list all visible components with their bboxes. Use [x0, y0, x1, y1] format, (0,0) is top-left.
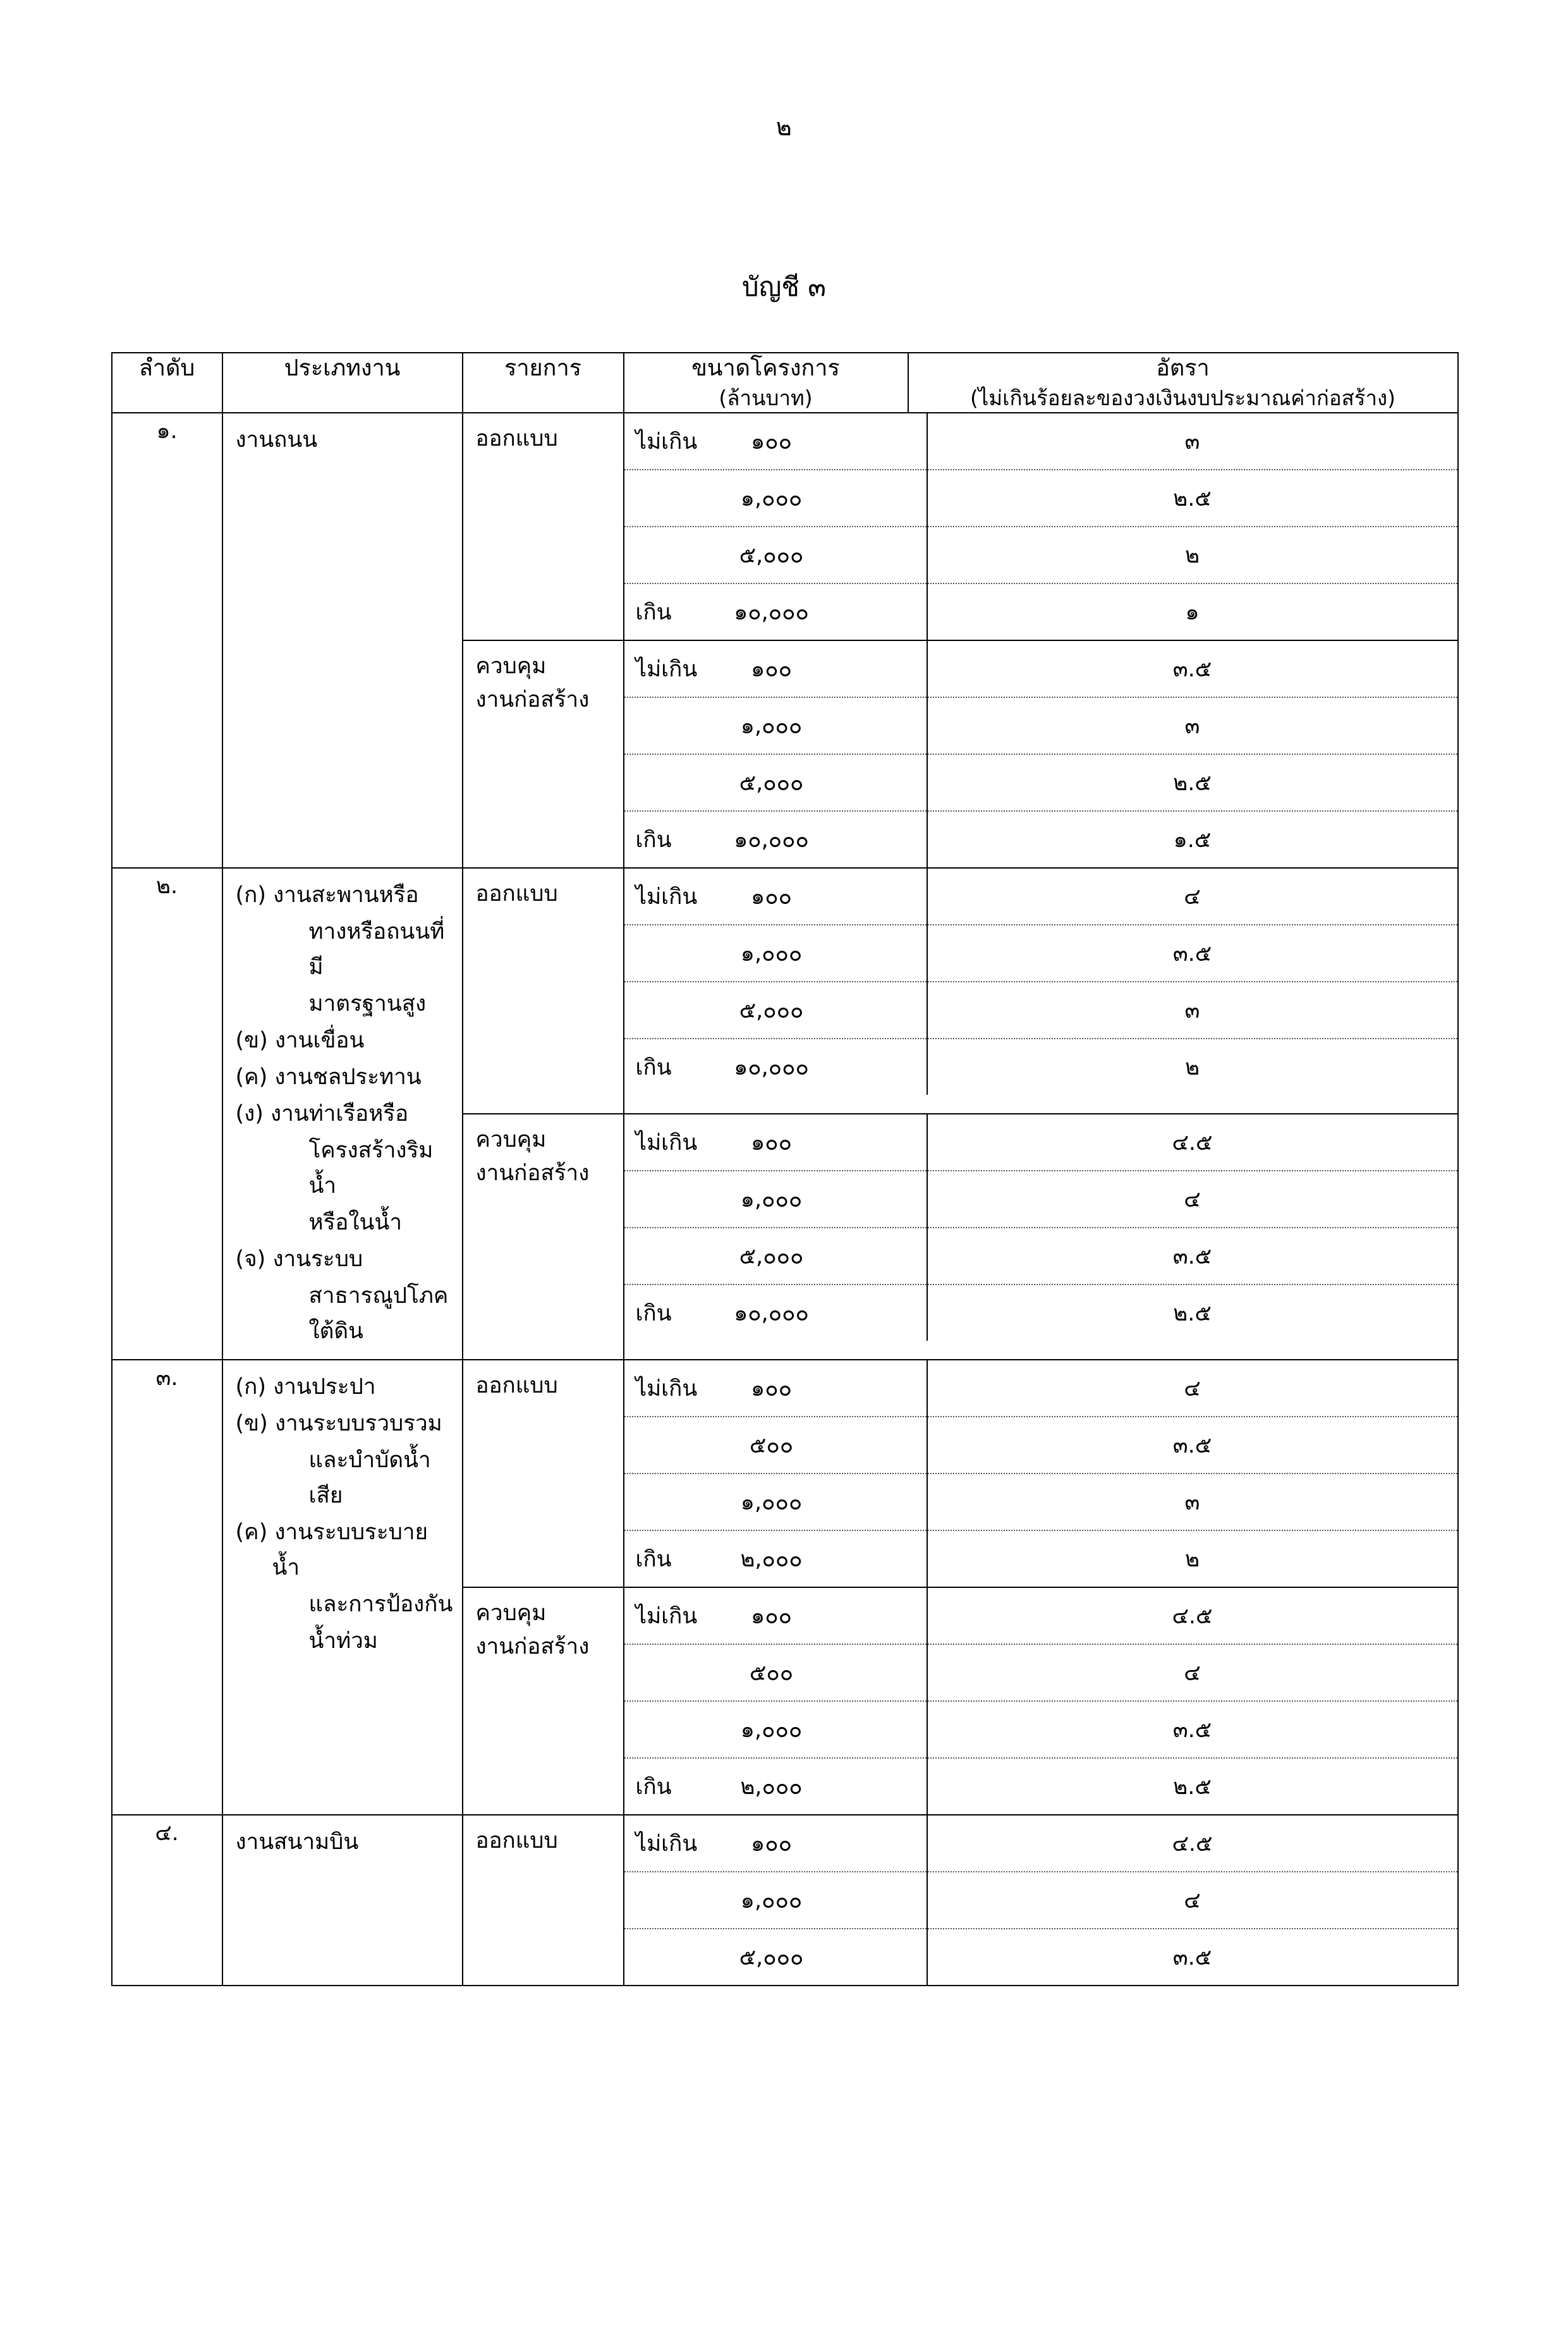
- project-size-cell: [624, 527, 927, 583]
- size-rate-row: [624, 527, 1457, 583]
- size-value: ๑๐,๐๐๐: [734, 599, 809, 625]
- table-header-row: [112, 353, 1458, 413]
- size-rate-cell: [624, 1114, 1458, 1360]
- work-type-line: (จ) งานระบบ: [235, 1247, 363, 1272]
- size-rate-row: [624, 583, 1457, 640]
- size-value: ๑๐๐: [751, 1831, 792, 1857]
- header-size-unit: (ล้านบาท): [719, 385, 813, 410]
- size-rate-cell: [624, 1360, 1458, 1587]
- service-item-cell: [463, 640, 624, 868]
- work-type-line: ทางหรือถนนที่มี: [308, 919, 445, 980]
- size-rate-row: [624, 1758, 1457, 1814]
- document-title: บัญชี ๓: [741, 271, 826, 302]
- size-rate-table: [624, 641, 1457, 867]
- project-size-cell: [624, 413, 927, 470]
- row-number: ๑.: [112, 413, 222, 868]
- rate-value: ๒.๕: [927, 754, 1457, 811]
- size-value: ๕๐๐: [749, 1660, 794, 1686]
- project-size-cell: [624, 1701, 927, 1758]
- size-qualifier: เกิน: [635, 1546, 672, 1572]
- size-value: ๕๐๐: [749, 1432, 794, 1458]
- table-row: [112, 413, 1458, 640]
- size-qualifier: ไม่เกิน: [635, 656, 698, 682]
- work-type-line: และบำบัดน้ำเสีย: [308, 1448, 431, 1509]
- rate-value: ๓.๕: [927, 641, 1457, 697]
- rate-value: ๒.๕: [1173, 1774, 1212, 1800]
- rate-value: ๔: [927, 1360, 1457, 1417]
- work-type-cell: [222, 1815, 463, 1986]
- rate-value: ๒: [1184, 1546, 1200, 1572]
- project-size-cell: [624, 869, 927, 925]
- project-size-cell: [624, 1228, 927, 1285]
- size-rate-row: [624, 811, 1457, 867]
- size-value: ๕,๐๐๐: [739, 542, 804, 568]
- size-qualifier: ไม่เกิน: [635, 1376, 698, 1401]
- header-size-label: ขนาดโครงการ: [691, 355, 840, 381]
- service-item-line: ออกแบบ: [475, 426, 558, 452]
- row-number: ๒.: [112, 868, 222, 1360]
- service-item-cell: [463, 1815, 624, 1986]
- work-type-line: น้ำท่วม: [308, 1628, 378, 1654]
- work-type-list: [223, 869, 462, 1359]
- work-type-line: มาตรฐานสูง: [308, 991, 427, 1017]
- project-size-cell: [624, 1872, 927, 1929]
- project-size-cell: [624, 1815, 927, 1872]
- rate-value: ๓: [927, 982, 1457, 1039]
- rate-value: ๓.๕: [927, 1417, 1457, 1474]
- project-size-cell: [624, 925, 927, 982]
- size-rate-row: [624, 982, 1457, 1039]
- service-item-cell: [463, 1114, 624, 1360]
- size-rate-cell: [624, 413, 1458, 640]
- service-item-line: งานก่อสร้าง: [475, 687, 590, 712]
- size-rate-table: [624, 413, 1457, 640]
- row-number: ๔.: [112, 1815, 222, 1986]
- size-rate-row: [624, 1114, 1457, 1171]
- work-type-line: งานถนน: [235, 427, 318, 453]
- work-type-line: (ข) งานเขื่อน: [235, 1028, 365, 1054]
- rate-value: ๑: [1185, 599, 1200, 625]
- size-rate-row: [624, 1929, 1457, 1985]
- rate-value: ๔: [927, 1171, 1457, 1228]
- size-value: ๑,๐๐๐: [740, 485, 803, 511]
- rate-value: ๔: [927, 1872, 1457, 1929]
- work-type-line: หรือในน้ำ: [308, 1210, 402, 1236]
- size-qualifier: ไม่เกิน: [635, 1831, 698, 1857]
- size-value: ๑,๐๐๐: [740, 1717, 803, 1743]
- size-value: ๑,๐๐๐: [740, 1187, 803, 1212]
- service-item-cell: [463, 413, 624, 640]
- size-rate-row: [624, 1872, 1457, 1929]
- size-rate-row: [624, 1171, 1457, 1228]
- size-rate-cell: [624, 640, 1458, 868]
- table-row: [112, 868, 1458, 1114]
- size-value: ๕,๐๐๐: [739, 770, 804, 796]
- service-item-label: [463, 869, 623, 920]
- size-value: ๑๐,๐๐๐: [734, 827, 809, 853]
- rate-value: ๓: [927, 697, 1457, 754]
- service-item-label: [463, 1114, 623, 1199]
- project-size-cell: [624, 1171, 927, 1228]
- work-type-line: (ค) งานระบบระบายน้ำ: [235, 1520, 428, 1581]
- size-rate-row: [624, 1474, 1457, 1530]
- project-size-cell: [624, 1360, 927, 1417]
- size-rate-table: [624, 1360, 1457, 1587]
- size-rate-row: [624, 1644, 1457, 1701]
- header-size: [624, 353, 908, 413]
- size-qualifier: เกิน: [635, 1774, 672, 1800]
- work-type-cell: [222, 868, 463, 1360]
- size-rate-row: [624, 925, 1457, 982]
- work-type-list: [223, 1815, 462, 1870]
- size-value: ๑๐๐: [751, 656, 792, 682]
- size-value: ๑,๐๐๐: [740, 1888, 803, 1913]
- service-item-line: ออกแบบ: [475, 881, 558, 907]
- size-rate-row: [624, 1228, 1457, 1285]
- service-item-label: [463, 413, 623, 465]
- size-rate-row: [624, 697, 1457, 754]
- work-type-cell: [222, 1360, 463, 1815]
- size-value: ๑๐๐: [751, 1376, 792, 1401]
- rate-value: ๓: [927, 413, 1457, 470]
- schedule-table-wrapper: [111, 352, 1457, 1986]
- size-rate-row: [624, 754, 1457, 811]
- size-value: ๑๐๐: [751, 1603, 792, 1629]
- size-qualifier: เกิน: [635, 827, 672, 853]
- rate-value: ๒.๕: [927, 470, 1457, 527]
- work-type-list: [223, 1360, 462, 1669]
- rate-value: ๓.๕: [927, 1228, 1457, 1285]
- project-size-cell: [624, 754, 927, 811]
- project-size-cell: [624, 1530, 927, 1587]
- service-item-line: ออกแบบ: [475, 1373, 558, 1399]
- size-rate-row: [624, 1588, 1457, 1644]
- rate-value: ๔.๕: [927, 1815, 1457, 1872]
- rate-value: ๓.๕: [1172, 1944, 1212, 1970]
- size-value: ๑๐,๐๐๐: [734, 1054, 809, 1080]
- project-size-cell: [624, 1644, 927, 1701]
- header-item: รายการ: [463, 353, 624, 413]
- project-size-cell: [624, 583, 927, 640]
- work-type-cell: [222, 413, 463, 868]
- size-rate-table: [624, 1114, 1457, 1341]
- service-item-cell: [463, 868, 624, 1114]
- project-size-cell: [624, 1758, 927, 1814]
- size-value: ๕,๐๐๐: [739, 1944, 804, 1970]
- header-type: ประเภทงาน: [222, 353, 463, 413]
- project-size-cell: [624, 1929, 927, 1985]
- work-type-line: โครงสร้างริมน้ำ: [308, 1138, 434, 1199]
- table-row: [112, 1815, 1458, 1986]
- size-qualifier: เกิน: [635, 1054, 672, 1080]
- size-qualifier: ไม่เกิน: [635, 1603, 698, 1629]
- size-rate-cell: [624, 868, 1458, 1114]
- project-size-cell: [624, 641, 927, 697]
- service-item-label: [463, 1815, 623, 1867]
- header-rate: [908, 353, 1458, 413]
- page-number: ๒: [775, 113, 793, 141]
- size-qualifier: ไม่เกิน: [635, 429, 698, 455]
- size-rate-row: [624, 1039, 1457, 1095]
- project-size-cell: [624, 1114, 927, 1171]
- service-item-label: [463, 1360, 623, 1412]
- document-page: [0, 107, 1568, 2325]
- size-rate-row: [624, 1360, 1457, 1417]
- size-value: ๒,๐๐๐: [740, 1546, 803, 1572]
- project-size-cell: [624, 982, 927, 1039]
- rate-value: ๒: [1184, 1054, 1200, 1080]
- rate-value: ๒: [927, 527, 1457, 583]
- rate-value: ๔.๕: [927, 1588, 1457, 1644]
- work-type-line: (ก) งานสะพานหรือ: [235, 882, 419, 908]
- size-rate-row: [624, 1285, 1457, 1341]
- work-type-line: และการป้องกัน: [308, 1592, 453, 1618]
- work-type-line: (ค) งานชลประทาน: [235, 1065, 422, 1090]
- header-rate-note: (ไม่เกินร้อยละของวงเงินงบประมาณค่าก่อสร้าง): [969, 385, 1396, 410]
- size-value: ๑๐๐: [751, 1130, 792, 1156]
- size-value: ๕,๐๐๐: [739, 998, 804, 1023]
- size-value: ๕,๐๐๐: [739, 1243, 804, 1269]
- project-size-cell: [624, 697, 927, 754]
- size-rate-cell: [624, 1815, 1458, 1986]
- size-value: ๑๐๐: [751, 884, 792, 910]
- rate-value: ๓: [927, 1474, 1457, 1530]
- work-type-line: (ก) งานประปา: [235, 1374, 376, 1400]
- service-item-line: งานก่อสร้าง: [475, 1633, 590, 1659]
- service-item-line: ออกแบบ: [475, 1828, 558, 1854]
- rate-value: ๓.๕: [927, 925, 1457, 982]
- size-rate-table: [624, 1588, 1457, 1814]
- size-rate-row: [624, 470, 1457, 527]
- service-item-label: [463, 641, 623, 725]
- rate-value: ๔: [927, 1644, 1457, 1701]
- project-size-cell: [624, 1039, 927, 1095]
- size-value: ๑,๐๐๐: [740, 941, 803, 967]
- row-number: ๓.: [112, 1360, 222, 1815]
- project-size-cell: [624, 1588, 927, 1644]
- work-type-line: สาธารณูปโภคใต้ดิน: [308, 1283, 449, 1345]
- size-rate-cell: [624, 1587, 1458, 1815]
- size-rate-row: [624, 1815, 1457, 1872]
- size-rate-row: [624, 1530, 1457, 1587]
- size-rate-row: [624, 641, 1457, 697]
- size-value: ๑๐,๐๐๐: [734, 1300, 809, 1326]
- size-rate-row: [624, 413, 1457, 470]
- project-size-cell: [624, 1417, 927, 1474]
- size-qualifier: เกิน: [635, 599, 672, 625]
- size-rate-table: [624, 1815, 1457, 1985]
- size-value: ๒,๐๐๐: [740, 1774, 803, 1800]
- rate-value: ๓.๕: [927, 1701, 1457, 1758]
- schedule-table: [111, 352, 1459, 1986]
- size-value: ๑,๐๐๐: [740, 713, 803, 739]
- rate-value: ๒.๕: [1173, 1300, 1212, 1326]
- project-size-cell: [624, 1474, 927, 1530]
- service-item-line: ควบคุม: [475, 654, 547, 680]
- size-rate-row: [624, 869, 1457, 925]
- size-qualifier: ไม่เกิน: [635, 884, 698, 910]
- header-rate-label: อัตรา: [1156, 355, 1210, 381]
- service-item-line: ควบคุม: [475, 1601, 547, 1626]
- service-item-label: [463, 1588, 623, 1672]
- rate-value: ๔: [927, 869, 1457, 925]
- service-item-cell: [463, 1587, 624, 1815]
- service-item-line: งานก่อสร้าง: [475, 1160, 590, 1186]
- service-item-line: ควบคุม: [475, 1127, 547, 1153]
- project-size-cell: [624, 811, 927, 867]
- size-value: ๑,๐๐๐: [740, 1489, 803, 1515]
- rate-value: ๔.๕: [927, 1114, 1457, 1171]
- header-no: ลำดับ: [112, 353, 222, 413]
- project-size-cell: [624, 470, 927, 527]
- size-qualifier: เกิน: [635, 1300, 672, 1326]
- size-rate-row: [624, 1701, 1457, 1758]
- work-type-line: งานสนามบิน: [235, 1829, 359, 1855]
- size-qualifier: ไม่เกิน: [635, 1130, 698, 1156]
- work-type-line: (ง) งานท่าเรือหรือ: [235, 1101, 409, 1127]
- work-type-line: (ข) งานระบบรวบรวม: [235, 1411, 442, 1437]
- work-type-list: [223, 413, 462, 468]
- rate-value: ๑.๕: [1173, 827, 1212, 853]
- service-item-cell: [463, 1360, 624, 1587]
- size-rate-row: [624, 1417, 1457, 1474]
- table-row: [112, 1360, 1458, 1587]
- size-value: ๑๐๐: [751, 429, 792, 455]
- size-rate-table: [624, 869, 1457, 1095]
- project-size-cell: [624, 1285, 927, 1341]
